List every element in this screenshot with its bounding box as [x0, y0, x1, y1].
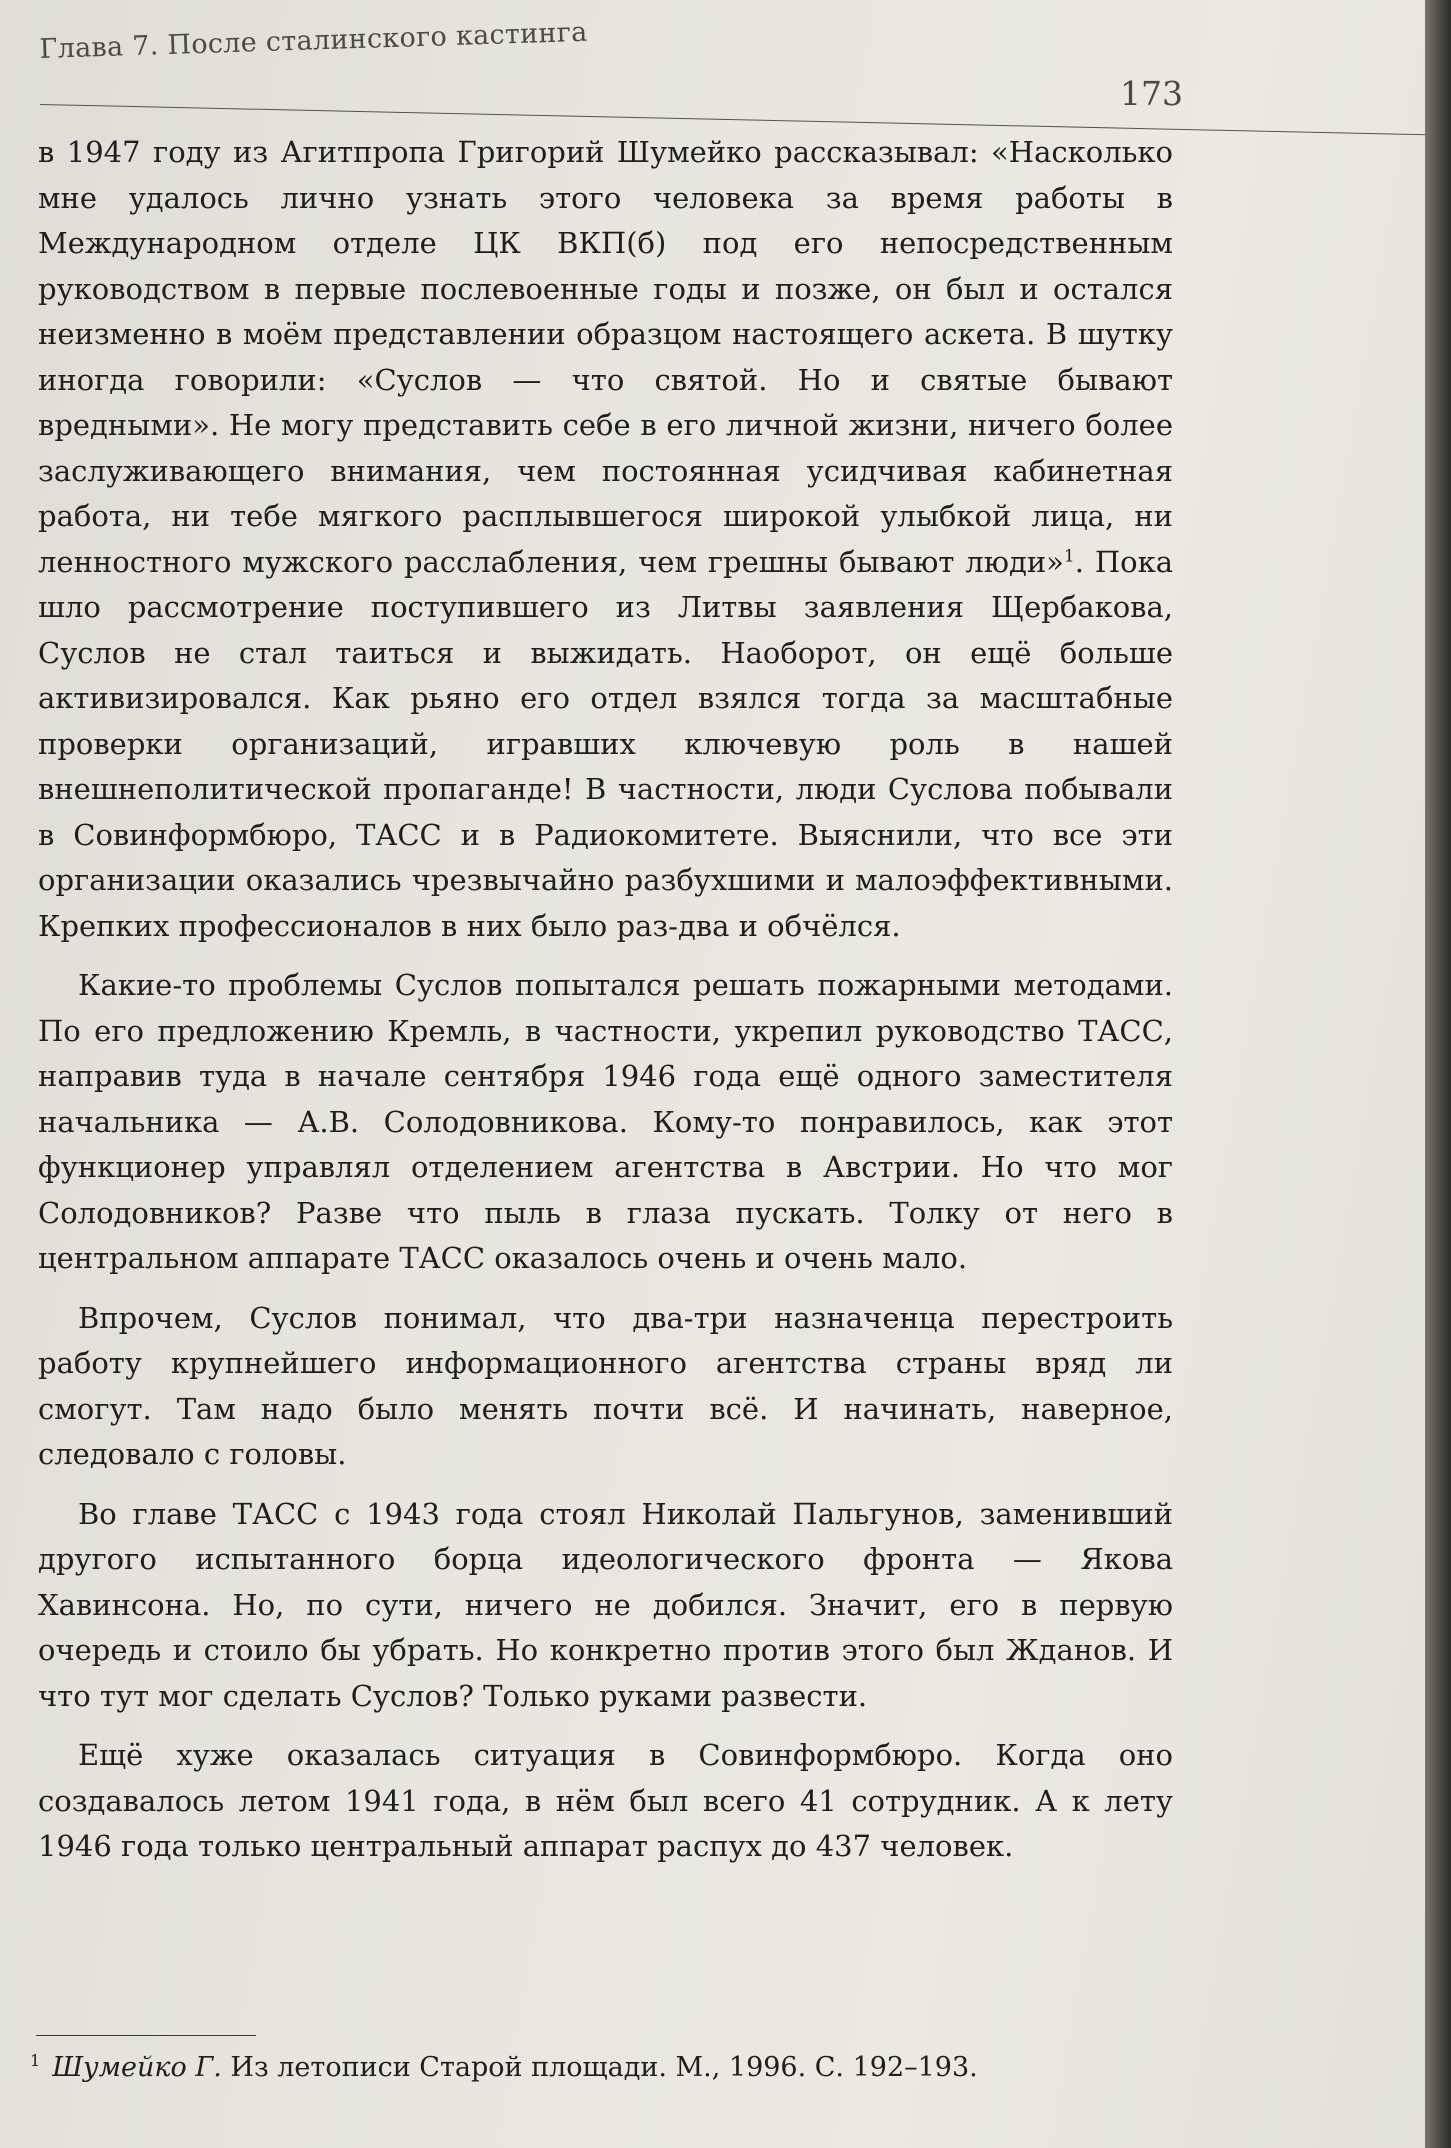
page-edge: [1425, 0, 1451, 2148]
paragraph: Ещё хуже оказалась ситуация в Совинформбюро. Когда оно создавалось летом 1941 года, в нём был всего 41 сотрудник. А к лету 1946 года только центральный аппарат распух до 437 человек.: [38, 1738, 1173, 1863]
footnote-reference: 1: [1063, 545, 1075, 566]
paragraph: Какие-то проблемы Суслов попытался решать пожарными методами. По его предложению Кремль, в частности, укрепил руководство ТАСС, направив туда в начале сентября 1946 года ещё одного заместителя начальника — А.В. Солодовникова. Кому-то понравилось, как этот функционер управлял отделением агентства в Австрии. Но что мог Солодовников? Разве что пыль в глаза пускать. Толку от него в центральном аппарате ТАСС оказалось очень и очень мало.: [38, 968, 1173, 1275]
running-title: Глава 7. После сталинского кастинга: [39, 16, 589, 65]
footnote-rule: [36, 2035, 256, 2036]
paragraph: Впрочем, Суслов понимал, что два-три назначенца перестроить работу крупнейшего информационного агентства страны вряд ли смогут. Там надо было менять почти всё. И начинать, наверное, следовало с головы.: [38, 1300, 1173, 1471]
page-number: 173: [1120, 74, 1183, 113]
paragraph: [38, 130, 1173, 949]
body-text: [38, 130, 1173, 1884]
paragraph: Во главе ТАСС с 1943 года стоял Николай Пальгунов, заменивший другого испытанного борца идеологического фронта — Якова Хавинсона. Но, по сути, ничего не добился. Значит, его в первую очередь и стоило бы убрать. Но конкретно против этого был Жданов. И что тут мог сделать Суслов? Только руками развести.: [38, 1496, 1173, 1713]
paragraph-text: . Пока шло рассмотрение поступившего из Литвы заявления Щербакова, Суслов не стал таиться и выжидать. Наоборот, он ещё больше активизировался. Как рьяно его отдел взялся тогда за масштабные проверки организаций, игравших ключевую роль в нашей внешнеполитической пропаганде! В частности, люди Суслова побывали в Совинформбюро, ТАСС и в Радиокомитете. Выяснили, что все эти организации оказались чрезвычайно разбухшими и малоэффективными. Крепких профессионалов в них было раз-два и обчёлся.: [38, 544, 1173, 943]
page-header: [39, 16, 1450, 144]
footnote-author: Шумейко Г.: [52, 2052, 222, 2083]
footnote: [30, 2050, 1130, 2086]
footnote-text: Из летописи Старой площади. М., 1996. С. 192–193.: [221, 2052, 978, 2083]
paragraph-text: в 1947 году из Агитпропа Григорий Шумейко рассказывал: «Насколько мне удалось лично узнать этого человека за время работы в Международном отделе ЦК ВКП(б) под его непосредственным руководством в первые послевоенные годы и позже, он был и остался неизменно в моём представлении образцом настоящего аскета. В шутку иногда говорили: «Суслов — что святой. Но и святые бывают вредными». Не могу представить себе в его личной жизни, ничего более заслуживающего внимания, чем постоянная усидчивая кабинетная работа, ни тебе мягкого расплывшегося широкой улыбкой лица, ни ленностного мужского расслабления, чем грешны бывают люди»: [38, 135, 1173, 579]
footnote-number: 1: [30, 2051, 41, 2070]
